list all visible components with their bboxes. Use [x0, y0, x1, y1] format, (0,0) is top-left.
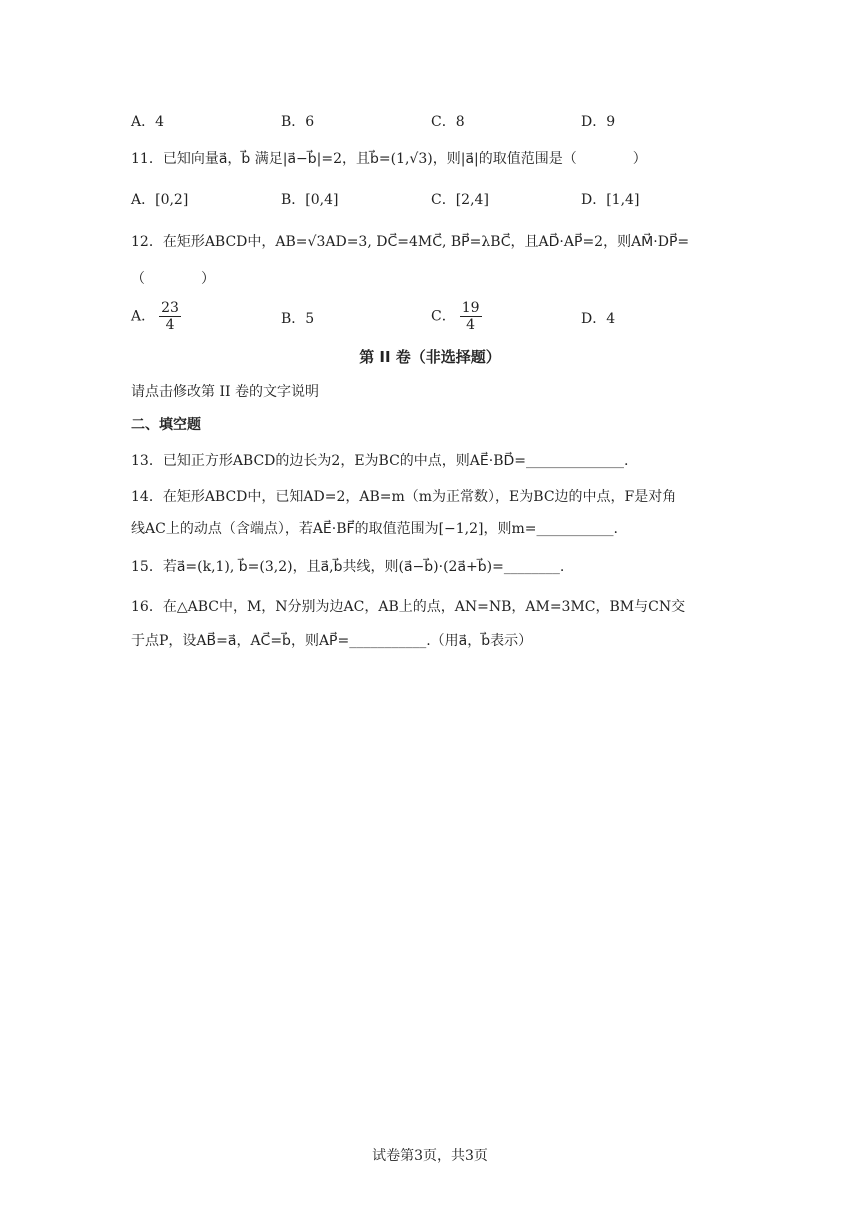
fill-in-heading: 二、填空题	[131, 417, 201, 433]
q12-option-d: D．4	[581, 311, 616, 327]
q16-line1: 16．在△ABC中，M，N分别为边AC，AB上的点，AN=NB，AM=3MC，BM与CN交	[131, 599, 686, 615]
q16-line2: 于点P，设AB⃗=a⃗，AC⃗=b⃗，则AP⃗=___________.（用a⃗，b⃗表示）	[131, 633, 533, 649]
q14-line1: 14．在矩形ABCD中，已知AD=2，AB=m（m为正常数），E为BC边的中点，F是对角	[131, 489, 677, 505]
q11-option-a: A．[0,2]	[131, 192, 189, 208]
q12-option-c-fraction	[460, 300, 482, 333]
q12-stem: 12．在矩形ABCD中，AB=√3AD=3, DC⃗=4MC⃗, BP⃗=λBC⃗，且AD⃗·AP⃗=2，则AM⃗·DP⃗=	[131, 234, 690, 250]
q15-stem: 15．若a⃗=(k,1), b⃗=(3,2)，且a⃗,b⃗共线，则(a⃗−b⃗)·(2a⃗+b⃗)=________.	[131, 559, 565, 575]
q11-option-b: B．[0,4]	[281, 192, 339, 208]
fraction-denominator: 4	[466, 317, 476, 333]
page-footer: 试卷第3页，共3页	[372, 1148, 488, 1164]
part2-title: 第 II 卷（非选择题）	[359, 348, 501, 366]
q10-option-a: A．4	[131, 114, 165, 130]
q12-option-a-fraction	[159, 300, 181, 333]
fraction-numerator: 19	[461, 300, 480, 316]
q12-option-a-label: A．	[131, 308, 156, 325]
fraction-denominator: 4	[165, 317, 175, 333]
q11-stem: 11．已知向量a⃗，b⃗ 满足|a⃗−b⃗|=2，且b⃗=(1,√3)，则|a⃗|的取值范围是（ ）	[131, 151, 647, 167]
q12-option-b: B．5	[281, 311, 315, 327]
q12-option-c	[431, 300, 482, 333]
q11-option-c: C．[2,4]	[431, 192, 489, 208]
q13-stem: 13．已知正方形ABCD的边长为2，E为BC的中点，则AE⃗·BD⃗=______________.	[131, 453, 629, 469]
q10-option-c: C．8	[431, 114, 465, 130]
q12-answer-paren: （ ）	[131, 271, 215, 287]
q12-option-c-label: C．	[431, 308, 456, 325]
q14-line2: 线AC上的动点（含端点），若AE⃗·BF⃗的取值范围为[−1,2]，则m=___________.	[131, 521, 618, 537]
part2-note: 请点击修改第 II 卷的文字说明	[131, 384, 319, 400]
q11-option-d: D．[1,4]	[581, 192, 640, 208]
q10-option-b: B．6	[281, 114, 315, 130]
fraction-numerator: 23	[161, 300, 179, 316]
q10-option-d: D．9	[581, 114, 616, 130]
q12-option-a	[131, 300, 181, 333]
